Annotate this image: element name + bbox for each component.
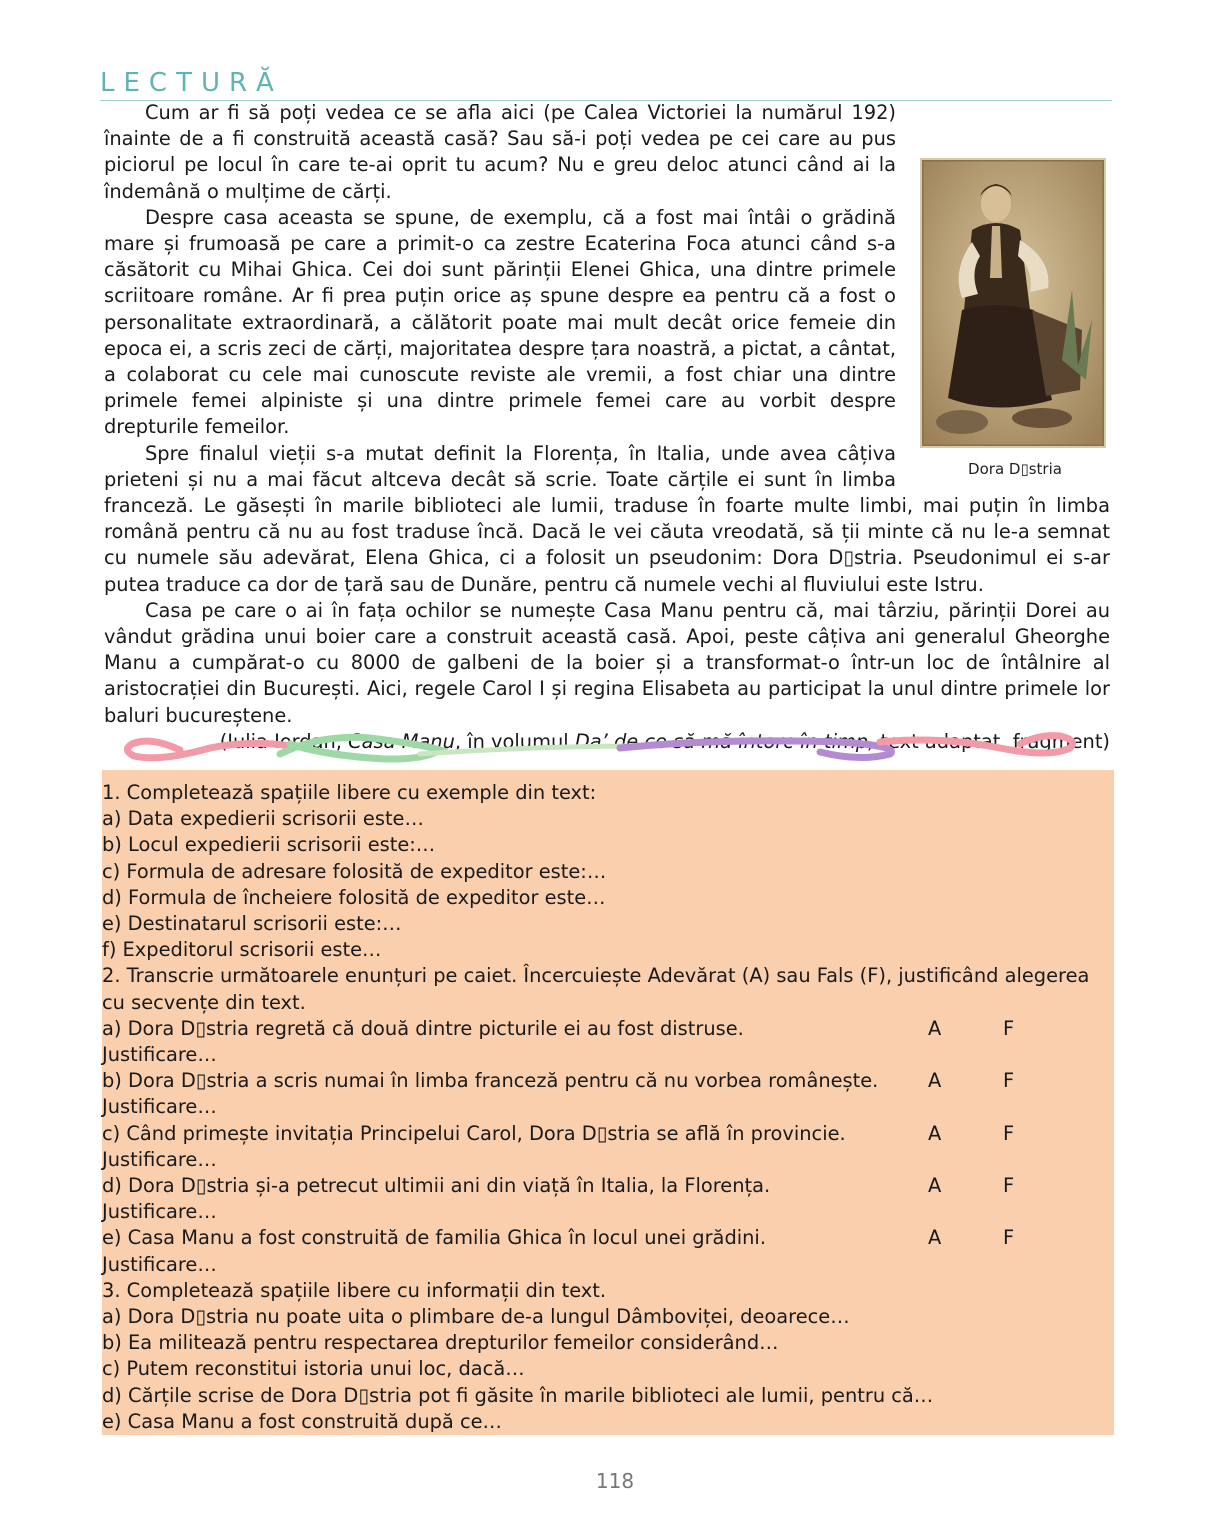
exercise-1-item-e: e) Destinatarul scrisorii este:…	[102, 912, 402, 936]
justification-line: Justificare…	[102, 1147, 217, 1171]
source-connector: , în volumul	[454, 729, 575, 753]
reading-text	[104, 100, 1110, 755]
source-note: text adaptat, fragment)	[874, 729, 1110, 753]
paragraph-3: Spre finalul vieții s-a mutat definit la Florența, în Italia, unde avea câțiva prieteni și nu a mai făcut altceva decât să scrie. Toate cărțile ei sunt în limba franceză. Le găsești în marile biblioteci ale lumii, traduse în foarte multe limbi, mai puțin în limba română pentru că nu au fost traduse încă. Dacă le vei căuta vreodată, să ții minte că nu le-a semnat cu numele său adevărat, Elena Ghica, ci a folosit un pseudonim: Dora D▯stria. Pseudonimul ei s-ar putea traduce ca dor de țară sau de Dunăre, pentru că numele vechi al fluviului este Istru.	[104, 441, 1110, 596]
exercise-2-item-b	[102, 1068, 1114, 1094]
justification-line: Justificare…	[102, 1252, 217, 1276]
paragraph-1: Cum ar fi să poți vedea ce se afla aici (pe Calea Victoriei la numărul 192) înainte de a fi construită această casă? Sau să-i poți vedea pe cei care au pus piciorul pe locul în care te-ai oprit tu acum? Nu e greu deloc atunci când ai la îndemână o mulțime de cărți.	[104, 101, 896, 203]
portrait-caption: Dora D▯stria	[968, 460, 1062, 478]
source-volume: Da’ de ce să mă întorc în timp,	[574, 729, 875, 753]
section-heading: LECTURĂ	[100, 66, 1112, 101]
statement-text: a) Dora D▯stria regretă că două dintre picturile ei au fost distruse.	[102, 1016, 744, 1040]
exercise-1-item-c: c) Formula de adresare folosită de expeditor este:…	[102, 859, 607, 883]
exercise-3-item-b: b) Ea militează pentru respectarea drepturilor femeilor considerând…	[102, 1331, 779, 1355]
statement-text: e) Casa Manu a fost construită de familia Ghica în locul unei grădini.	[102, 1226, 766, 1250]
source-title: Casa Manu	[348, 729, 455, 753]
exercise-2-item-c	[102, 1121, 1114, 1147]
false-option[interactable]: F	[1003, 1121, 1015, 1145]
justification-line: Justificare…	[102, 1200, 217, 1224]
false-option[interactable]: F	[1003, 1069, 1015, 1093]
exercises-box	[102, 770, 1114, 1435]
exercise-1-item-b: b) Locul expedierii scrisorii este:…	[102, 833, 436, 857]
true-option[interactable]: A	[928, 1226, 942, 1250]
true-option[interactable]: A	[928, 1174, 942, 1198]
exercise-3-item-e: e) Casa Manu a fost construită după ce…	[102, 1409, 502, 1433]
false-option[interactable]: F	[1003, 1016, 1015, 1040]
source-author: (Iulia Iordan,	[219, 729, 349, 753]
exercise-2-item-a	[102, 1016, 1114, 1042]
exercise-1-prompt: 1. Completează spațiile libere cu exemple din text:	[102, 781, 597, 804]
exercise-1-item-a: a) Data expedierii scrisorii este…	[102, 807, 424, 831]
false-option[interactable]: F	[1003, 1226, 1015, 1250]
exercise-3-prompt: 3. Completează spațiile libere cu informații din text.	[102, 1278, 607, 1302]
justification-line: Justificare…	[102, 1043, 217, 1067]
exercise-3-item-c: c) Putem reconstitui istoria unui loc, dacă…	[102, 1357, 525, 1381]
exercise-1-item-d: d) Formula de încheiere folosită de expeditor este…	[102, 885, 606, 909]
decorative-swirl-divider	[120, 728, 1080, 768]
exercise-1-item-f: f) Expeditorul scrisorii este…	[102, 938, 382, 962]
statement-text: c) Când primește invitația Principelui Carol, Dora D▯stria se află în provincie.	[102, 1121, 846, 1145]
statement-text: b) Dora D▯stria a scris numai în limba franceză pentru că nu vorbea românește.	[102, 1069, 879, 1093]
exercise-3-item-d: d) Cărțile scrise de Dora D▯stria pot fi găsite în marile biblioteci ale lumii, pentru că…	[102, 1383, 934, 1407]
false-option[interactable]: F	[1003, 1174, 1015, 1198]
true-option[interactable]: A	[928, 1121, 942, 1145]
statement-text: d) Dora D▯stria și-a petrecut ultimii ani din viață în Italia, la Florența.	[102, 1174, 771, 1198]
exercise-2-item-e	[102, 1225, 1114, 1251]
paragraph-2: Despre casa aceasta se spune, de exemplu, că a fost mai întâi o grădină mare și frumoasă pe care a primit-o ca zestre Ecaterina Foca atunci când s-a căsătorit cu Mihai Ghica. Cei doi sunt părinții Elenei Ghica, una dintre primele scriitoare române. Ar fi prea puțin orice aș spune despre ea pentru că a fost o personalitate extraordinară, a călătorit poate mai mult decât orice femeie din epoca ei, a scris zeci de cărți, majoritatea despre țara noastră, a pictat, a cântat, a colaborat cu cele mai cunoscute reviste ale vremii, a fost chiar una dintre primele femei alpiniste și una dintre primele femei care au vorbit despre drepturile femeilor.	[104, 205, 896, 439]
exercise-2-prompt-line-2: cu secvențe din text.	[102, 990, 306, 1014]
portrait-photo	[920, 158, 1106, 448]
exercise-2-prompt-line-1: 2. Transcrie următoarele enunțuri pe caiet. Încercuiește Adevărat (A) sau Fals (F), justificând alegerea	[102, 964, 1090, 988]
portrait-image	[922, 160, 1104, 446]
portrait-figure	[920, 100, 1110, 479]
exercise-3-item-a: a) Dora D▯stria nu poate uita o plimbare de-a lungul Dâmboviței, deoarece…	[102, 1305, 850, 1329]
exercise-2-item-d	[102, 1173, 1114, 1199]
true-option[interactable]: A	[928, 1069, 942, 1093]
justification-line: Justificare…	[102, 1095, 217, 1119]
true-option[interactable]: A	[928, 1016, 942, 1040]
paragraph-4: Casa pe care o ai în fața ochilor se numește Casa Manu pentru că, mai târziu, părinții Dorei au vândut grădina unui boier care a construit această casă. Apoi, peste câțiva ani generalul Gheorghe Manu a cumpărat-o cu 8000 de galbeni de la boier și a transformat-o într-un loc de întâlnire al aristocrației din București. Aici, regele Carol I și regina Elisabeta au participat la unul dintre primele lor baluri bucureștene.	[104, 598, 1110, 727]
page-number: 118	[595, 1469, 635, 1493]
